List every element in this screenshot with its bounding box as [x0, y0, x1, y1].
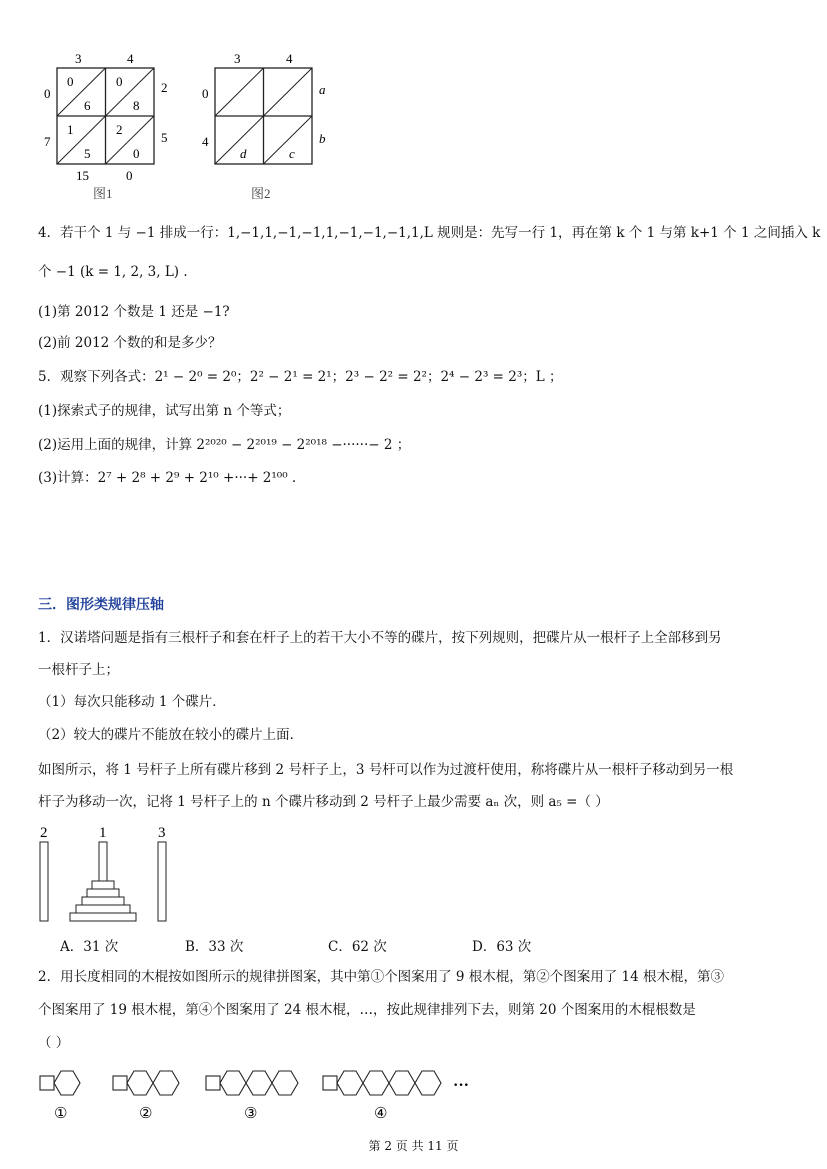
fig2-top-label: 3 — [234, 51, 241, 66]
disk — [82, 897, 124, 905]
fig1-cell: 0 — [67, 74, 74, 89]
p1-line1: 1．汉诺塔问题是指有三根杆子和套在杆子上的若干大小不等的碟片，按下列规则，把碟片从一根杆子上全部移到另 — [38, 630, 722, 646]
q4-line1: 4．若干个 1 与 −1 排成一行：1,−1,1,−1,−1,1,−1,−1,−1,1,L 规则是：先写一行 1，再在第 k 个 1 与第 k+1 个 1 之间插入 k — [38, 225, 821, 241]
option-d[interactable]: D．63 次 — [472, 939, 532, 955]
q4-sub1: (1)第 2012 个数是 1 还是 −1? — [38, 304, 230, 320]
disk — [70, 913, 136, 921]
option-c[interactable]: C．62 次 — [328, 939, 387, 955]
q5-sub2: (2)运用上面的规律，计算 2²⁰²⁰ − 2²⁰¹⁹ − 2²⁰¹⁸ −······− 2 ； — [38, 437, 411, 453]
p1-rule1: （1）每次只能移动 1 个碟片． — [38, 694, 226, 710]
pattern-label: ③ — [244, 1106, 258, 1122]
figure-1 — [44, 51, 168, 201]
page-footer: 第 2 页 共 11 页 — [368, 1139, 459, 1153]
q5-sub1: (1)探索式子的规律，试写出第 n 个等式； — [38, 403, 291, 419]
fig1-right-label: 5 — [161, 130, 168, 145]
fig1-left-label: 7 — [44, 134, 51, 149]
fig1-bottom-label: 0 — [126, 168, 133, 183]
pattern-label: ① — [54, 1106, 68, 1122]
pattern-label: ② — [139, 1106, 153, 1122]
option-a[interactable]: A．31 次 — [60, 939, 119, 955]
fig2-right-label: a — [319, 82, 326, 97]
fig1-cell: 8 — [133, 98, 140, 113]
fig2-left-label: 4 — [202, 134, 209, 149]
disk — [87, 889, 119, 897]
fig2-right-label: b — [319, 131, 326, 146]
p1-line3: 如图所示，将 1 号杆子上所有碟片移到 2 号杆子上，3 号杆可以作为过渡杆使用，称将碟片从一根杆子移动到另一根 — [38, 762, 734, 778]
rod-label: 2 — [40, 825, 48, 841]
figures-svg — [30, 48, 350, 208]
fig1-top-label: 4 — [127, 51, 134, 66]
ellipsis: ··· — [453, 1077, 470, 1094]
fig1-cell: 5 — [84, 146, 91, 161]
p2-blank: （ ） — [38, 1035, 70, 1051]
section-heading: 三．图形类规律压轴 — [38, 597, 164, 613]
fig1-cell: 2 — [116, 122, 123, 137]
p1-rule2: （2）较大的碟片不能放在较小的碟片上面． — [38, 727, 304, 743]
fig1-cell: 0 — [116, 74, 123, 89]
fig1-cell: 1 — [67, 122, 74, 137]
rod-label: 3 — [158, 825, 166, 841]
sticks-figure — [30, 1062, 490, 1124]
p2-line2: 个图案用了 19 根木棍，第④个图案用了 24 根木棍，…，按此规律排列下去，则第 20 个图案用的木棍根数是 — [38, 1002, 696, 1018]
fig1-right-label: 2 — [161, 80, 168, 95]
option-b[interactable]: B．33 次 — [185, 939, 244, 955]
rod-3 — [158, 842, 166, 921]
fig2-top-label: 4 — [286, 51, 293, 66]
q4-sub2: (2)前 2012 个数的和是多少？ — [38, 335, 222, 351]
q5-sub3: (3)计算：2⁷ + 2⁸ + 2⁹ + 2¹⁰ +···+ 2¹⁰⁰ . — [38, 470, 297, 486]
fig2-cell: d — [240, 146, 247, 161]
fig1-cell: 0 — [133, 146, 140, 161]
fig1-cell: 6 — [84, 98, 91, 113]
disk — [92, 881, 114, 889]
disk — [76, 905, 130, 913]
rod-2 — [40, 842, 48, 921]
fig2-caption: 图2 — [251, 186, 271, 201]
p1-line2: 一根杆子上； — [38, 662, 119, 678]
figure-2 — [202, 51, 326, 201]
p1-line4: 杆子为移动一次，记将 1 号杆子上的 n 个碟片移动到 2 号杆子上最少需要 aₙ 次，则 a₅ =（ ） — [38, 794, 609, 810]
fig1-top-label: 3 — [75, 51, 82, 66]
fig2-left-label: 0 — [202, 86, 209, 101]
fig2-cell: c — [289, 146, 295, 161]
fig1-caption: 图1 — [93, 186, 113, 201]
fig1-bottom-label: 15 — [76, 168, 89, 183]
q5-intro: 5．观察下列各式：2¹ − 2⁰ = 2⁰；2² − 2¹ = 2¹；2³ − 2² = 2²；2⁴ − 2³ = 2³；L ； — [38, 369, 563, 385]
hanoi-figure — [30, 822, 190, 927]
pattern-label: ④ — [374, 1106, 388, 1122]
rod-label: 1 — [99, 825, 107, 841]
q4-line2: 个 −1 (k = 1, 2, 3, L) . — [38, 264, 188, 280]
p2-line1: 2．用长度相同的木棍按如图所示的规律拼图案，其中第①个图案用了 9 根木棍，第②个图案用了 14 根木棍，第③ — [38, 969, 725, 985]
fig1-left-label: 0 — [44, 86, 51, 101]
